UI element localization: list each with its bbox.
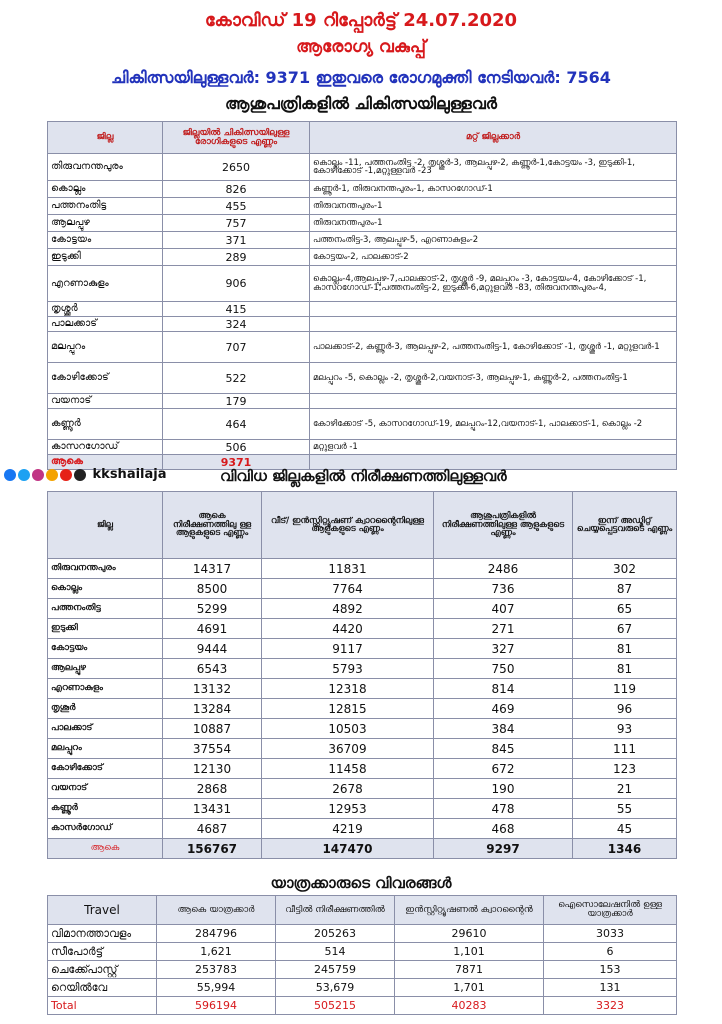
district-cell: മലപ്പുറം	[48, 332, 163, 363]
total-cell: 14317	[163, 559, 262, 579]
hospital-cell: 2486	[434, 559, 573, 579]
col-admitted: ഇന്ന് അഡ്മിറ്റ് ചെയ്യപ്പെട്ടവരുടെ എണ്ണം	[573, 492, 677, 559]
table-row	[48, 819, 677, 839]
district-cell: തൃശ്ശൂർ	[48, 302, 163, 317]
isolation-cell: 3323	[544, 997, 677, 1015]
count-cell: 464	[163, 409, 310, 440]
total-cell: 6543	[163, 659, 262, 679]
table-row	[48, 559, 677, 579]
count-cell: 506	[163, 440, 310, 455]
table-row	[48, 719, 677, 739]
district-cell: കൊല്ലം	[48, 579, 163, 599]
hospital-cell: 750	[434, 659, 573, 679]
district-cell: കോട്ടയം	[48, 232, 163, 249]
total-cell: 55,994	[157, 979, 276, 997]
mode-cell: ചെക്ക്പോസ്റ്റ്	[48, 961, 157, 979]
table-row	[48, 925, 677, 943]
district-cell: കണ്ണൂർ	[48, 799, 163, 819]
hospital-cell: 468	[434, 819, 573, 839]
admitted-cell: 111	[573, 739, 677, 759]
hospital-cell: 845	[434, 739, 573, 759]
home-cell: 147470	[262, 839, 434, 859]
table-row	[48, 943, 677, 961]
admitted-cell: 81	[573, 639, 677, 659]
table-row	[48, 579, 677, 599]
total-cell: 13431	[163, 799, 262, 819]
hospital-cell: 478	[434, 799, 573, 819]
admitted-cell: 123	[573, 759, 677, 779]
hospital-cell: 271	[434, 619, 573, 639]
district-cell: ആലപ്പുഴ	[48, 215, 163, 232]
table-row	[48, 961, 677, 979]
district-cell: വയനാട്	[48, 394, 163, 409]
table-row	[48, 440, 677, 455]
count-cell: 324	[163, 317, 310, 332]
count-cell: 906	[163, 266, 310, 302]
total-cell: 253783	[157, 961, 276, 979]
total-label: ആകെ	[48, 839, 163, 859]
department-title: ആരോഗ്യ വകുപ്പ്	[296, 37, 426, 57]
table-row	[48, 266, 677, 302]
institution-cell: 29610	[395, 925, 544, 943]
institution-cell: 1,101	[395, 943, 544, 961]
observation-section-title: വിവിധ ജില്ലകളിൽ നിരീക്ഷണത്തിലുള്ളവർ	[220, 467, 507, 485]
hospital-section-title: ആശുപത്രികളിൽ ചികിത്സയിലുള്ളവർ	[225, 94, 497, 113]
table-row	[48, 363, 677, 394]
total-label: ആകെ	[48, 455, 163, 470]
district-cell: പാലക്കാട്	[48, 317, 163, 332]
others-cell: കണ്ണൂർ-1, തിരുവനന്തപുരം-1, കാസറഗോഡ്-1	[310, 181, 677, 198]
count-cell: 371	[163, 232, 310, 249]
district-cell: ആലപ്പുഴ	[48, 659, 163, 679]
col-travel: Travel	[48, 896, 157, 925]
home-cell: 12815	[262, 699, 434, 719]
hospital-cell: 190	[434, 779, 573, 799]
district-cell: വയനാട്	[48, 779, 163, 799]
total-row	[48, 997, 677, 1015]
others-cell: കൊല്ലം -11, പത്തനംതിട്ട -2, തൃശ്ശൂർ-3, ആലപ്പുഴ-2, കണ്ണൂർ-1,കോട്ടയം -3, ഇടുക്കി-1, കോഴിക്കോട് -1,മറ്റുള്ളവർ -23	[310, 154, 677, 181]
district-cell: തിരുവനന്തപുരം	[48, 154, 163, 181]
travel-table	[47, 895, 677, 1015]
district-cell: ഇടുക്കി	[48, 619, 163, 639]
total-cell: 12130	[163, 759, 262, 779]
hospital-cell: 407	[434, 599, 573, 619]
admitted-cell: 302	[573, 559, 677, 579]
count-cell: 2650	[163, 154, 310, 181]
total-label: Total	[48, 997, 157, 1015]
home-cell: 11458	[262, 759, 434, 779]
table-row	[48, 699, 677, 719]
table-row	[48, 302, 677, 317]
total-cell: 5299	[163, 599, 262, 619]
report-title: കോവിഡ് 19 റിപ്പോർട്ട് 24.07.2020	[204, 10, 518, 31]
table-row	[48, 799, 677, 819]
count-cell: 455	[163, 198, 310, 215]
home-cell: 9117	[262, 639, 434, 659]
count-cell: 826	[163, 181, 310, 198]
home-cell: 12953	[262, 799, 434, 819]
district-cell: ഇടുക്കി	[48, 249, 163, 266]
observation-table	[47, 491, 677, 859]
table-row	[48, 599, 677, 619]
col-district: ജില്ല	[48, 492, 163, 559]
hospital-cell: 9297	[434, 839, 573, 859]
website-icon	[46, 469, 58, 481]
handle-text: kkshailaja	[92, 467, 167, 482]
table-row	[48, 232, 677, 249]
others-cell	[310, 302, 677, 317]
total-cell: 2868	[163, 779, 262, 799]
district-cell: കൊല്ലം	[48, 181, 163, 198]
total-cell: 1,621	[157, 943, 276, 961]
district-cell: കോട്ടയം	[48, 639, 163, 659]
mode-cell: സീപോർട്ട്	[48, 943, 157, 961]
district-cell: പത്തനംതിട്ട	[48, 198, 163, 215]
others-cell: മറ്റുളവർ -1	[310, 440, 677, 455]
col-district: ജില്ല	[48, 122, 163, 154]
district-cell: മലപ്പുറം	[48, 739, 163, 759]
home-cell: 4420	[262, 619, 434, 639]
table-row	[48, 154, 677, 181]
social-handle	[4, 467, 167, 482]
others-cell: പാലക്കാട്-2, കണ്ണൂർ-3, ആലപ്പുഴ-2, പത്തനംതിട്ട-1, കോഴിക്കോട് -1, തൃശ്ശൂർ -1, മറ്റുളവർ-1	[310, 332, 677, 363]
institution-cell: 7871	[395, 961, 544, 979]
col-others: മറ്റ് ജില്ലക്കാർ	[310, 122, 677, 154]
youtube-icon	[60, 469, 72, 481]
admitted-cell: 55	[573, 799, 677, 819]
isolation-cell: 3033	[544, 925, 677, 943]
count-cell: 522	[163, 363, 310, 394]
total-value: 9371	[163, 455, 310, 470]
table-row	[48, 409, 677, 440]
admitted-cell: 21	[573, 779, 677, 799]
total-cell: 13132	[163, 679, 262, 699]
institution-cell: 1,701	[395, 979, 544, 997]
others-cell	[310, 317, 677, 332]
table-row	[48, 181, 677, 198]
table-row	[48, 249, 677, 266]
others-cell: കോഴിക്കോട് -5, കാസറഗോഡ്-19, മലപ്പുറം-12,വയനാട്-1, പാലക്കാട്-1, കൊല്ലം -2	[310, 409, 677, 440]
total-cell: 8500	[163, 579, 262, 599]
total-cell: 10887	[163, 719, 262, 739]
table-row	[48, 639, 677, 659]
total-cell: 4691	[163, 619, 262, 639]
admitted-cell: 45	[573, 819, 677, 839]
table-row	[48, 619, 677, 639]
admitted-cell: 65	[573, 599, 677, 619]
admitted-cell: 87	[573, 579, 677, 599]
total-cell: 13284	[163, 699, 262, 719]
mode-cell: റെയിൽവേ	[48, 979, 157, 997]
district-cell: കണ്ണൂർ	[48, 409, 163, 440]
col-institution: ഇൻസ്റ്റിറ്റ്യൂഷണൽ ക്വാറന്റൈൻ	[395, 896, 544, 925]
admitted-cell: 67	[573, 619, 677, 639]
col-hospital: ആശുപത്രികളിൽ നിരീക്ഷണത്തിലുള്ള ആളുകളുടെ എണ്ണം	[434, 492, 573, 559]
district-cell: കോഴിക്കോട്	[48, 363, 163, 394]
col-home: വീട്/ ഇൻസ്റ്റിറ്റ്യൂഷണ് ക്വാറന്റൈനിലുള്ള ആളുകളുടെ എണ്ണം	[262, 492, 434, 559]
table-row	[48, 759, 677, 779]
home-cell: 10503	[262, 719, 434, 739]
home-cell: 12318	[262, 679, 434, 699]
count-cell: 289	[163, 249, 310, 266]
count-cell: 757	[163, 215, 310, 232]
home-cell: 4219	[262, 819, 434, 839]
home-cell: 245759	[276, 961, 395, 979]
table-row	[48, 215, 677, 232]
district-cell: കാസർഗോഡ്	[48, 819, 163, 839]
total-row	[48, 839, 677, 859]
table-row	[48, 739, 677, 759]
home-cell: 7764	[262, 579, 434, 599]
home-cell: 205263	[276, 925, 395, 943]
count-cell: 707	[163, 332, 310, 363]
twitter-icon	[18, 469, 30, 481]
table-row	[48, 317, 677, 332]
district-cell: കോഴിക്കോട്	[48, 759, 163, 779]
table-row	[48, 198, 677, 215]
isolation-cell: 6	[544, 943, 677, 961]
others-cell: കോട്ടയം-2, പാലക്കാട്-2	[310, 249, 677, 266]
others-cell: തിരുവനന്തപുരം-1	[310, 215, 677, 232]
col-home: വീട്ടിൽ നിരീക്ഷണത്തിൽ	[276, 896, 395, 925]
others-cell	[310, 394, 677, 409]
home-cell: 514	[276, 943, 395, 961]
hospital-cell: 469	[434, 699, 573, 719]
hospital-cell: 736	[434, 579, 573, 599]
col-total: ആകെ യാത്രക്കാർ	[157, 896, 276, 925]
total-cell: 284796	[157, 925, 276, 943]
table-row	[48, 659, 677, 679]
home-cell: 53,679	[276, 979, 395, 997]
district-cell: പാലക്കാട്	[48, 719, 163, 739]
home-cell: 11831	[262, 559, 434, 579]
hospital-treatment-table	[47, 121, 677, 470]
district-cell: പത്തനംതിട്ട	[48, 599, 163, 619]
institution-cell: 40283	[395, 997, 544, 1015]
others-cell: കൊല്ലം-4,ആലപ്പുഴ-7,പാലക്കാട്-2, തൃശ്ശൂർ -9, മലപ്പുറം -3, കോട്ടയം-4, കോഴിക്കോട് -1, കാസറഗോഡ്-1,പത്തനംതിട്ട-2, ഇടുക്കി-6,മറ്റുളവർ -83, തിരുവനന്തപുരം-4,	[310, 266, 677, 302]
admitted-cell: 93	[573, 719, 677, 739]
district-cell: എറണാകുളം	[48, 679, 163, 699]
home-cell: 505215	[276, 997, 395, 1015]
home-cell: 2678	[262, 779, 434, 799]
summary-line: ചികിത്സയിലുള്ളവർ: 9371 ഇതുവരെ രോഗമുക്തി നേടിയവർ: 7564	[111, 68, 611, 87]
admitted-cell: 1346	[573, 839, 677, 859]
district-cell: തൃശൂർ	[48, 699, 163, 719]
district-cell: എറണാകുളം	[48, 266, 163, 302]
hospital-cell: 327	[434, 639, 573, 659]
others-cell: പത്തനംതിട്ട-3, ആലപ്പുഴ-5, എറണാകുളം-2	[310, 232, 677, 249]
col-isolation: ഐസൊലേഷനിൽ ഉള്ള യാത്രക്കാർ	[544, 896, 677, 925]
admitted-cell: 81	[573, 659, 677, 679]
hospital-cell: 384	[434, 719, 573, 739]
total-cell: 596194	[157, 997, 276, 1015]
others-cell: മലപ്പുറം -5, കൊല്ലം -2, തൃശ്ശൂർ-2,വയനാട്-3, ആലപ്പുഴ-1, കണ്ണൂർ-2, പത്തനംതിട്ട-1	[310, 363, 677, 394]
travel-section-title: യാത്രക്കാരുടെ വിവരങ്ങൾ	[270, 874, 452, 892]
facebook-icon	[4, 469, 16, 481]
col-total: ആകെ നിരീക്ഷണത്തിലു ള്ള ആളുകളുടെ എണ്ണം	[163, 492, 262, 559]
home-cell: 4892	[262, 599, 434, 619]
isolation-cell: 131	[544, 979, 677, 997]
mode-cell: വിമാനത്താവളം	[48, 925, 157, 943]
hospital-cell: 672	[434, 759, 573, 779]
count-cell: 415	[163, 302, 310, 317]
total-cell: 156767	[163, 839, 262, 859]
total-cell: 4687	[163, 819, 262, 839]
home-cell: 36709	[262, 739, 434, 759]
col-count: ജില്ലയിൽ ചികിത്സയിലുള്ള രോഗികളുടെ എണ്ണം	[163, 122, 310, 154]
total-cell: 9444	[163, 639, 262, 659]
table-row	[48, 332, 677, 363]
hospital-cell: 814	[434, 679, 573, 699]
table-row	[48, 394, 677, 409]
count-cell: 179	[163, 394, 310, 409]
home-cell: 5793	[262, 659, 434, 679]
table-row	[48, 679, 677, 699]
admitted-cell: 119	[573, 679, 677, 699]
table-row	[48, 979, 677, 997]
tiktok-icon	[74, 469, 86, 481]
district-cell: കാസറഗോഡ്	[48, 440, 163, 455]
district-cell: തിരുവനന്തപുരം	[48, 559, 163, 579]
instagram-icon	[32, 469, 44, 481]
others-cell: തിരുവനന്തപുരം-1	[310, 198, 677, 215]
admitted-cell: 96	[573, 699, 677, 719]
table-row	[48, 779, 677, 799]
isolation-cell: 153	[544, 961, 677, 979]
total-cell: 37554	[163, 739, 262, 759]
